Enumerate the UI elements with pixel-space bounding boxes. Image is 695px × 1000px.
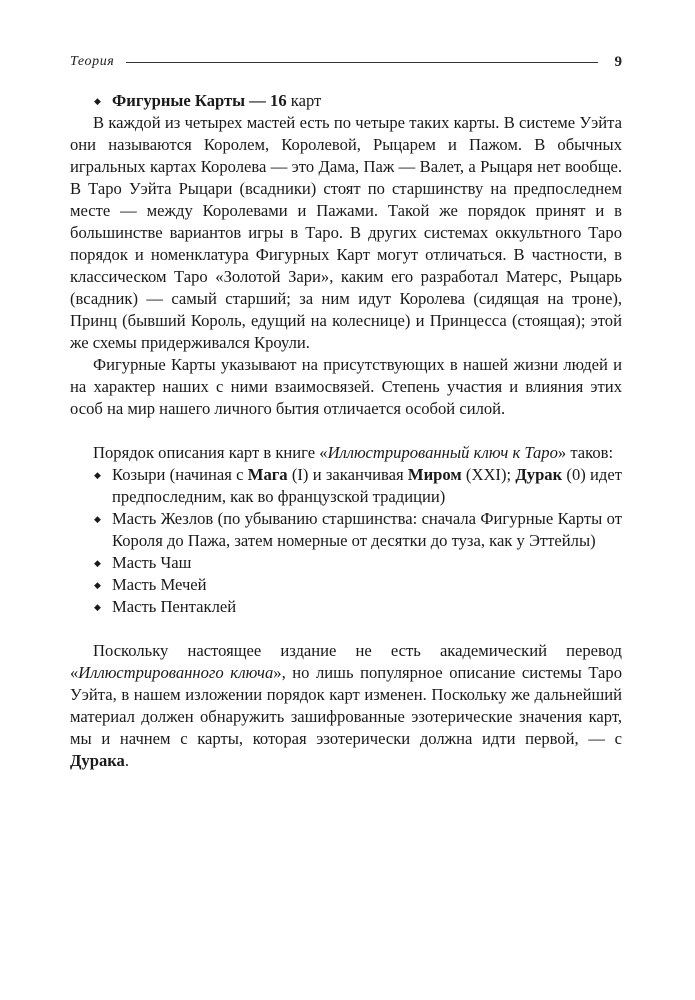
heading-bold: Фигурные Карты — 16: [112, 91, 287, 110]
bold-fool: Дурака: [70, 751, 125, 770]
bold-magician: Мага: [247, 465, 288, 484]
spacer: [70, 420, 622, 442]
text: .: [124, 751, 130, 770]
text: », но лишь популярное описание системы Таро Уэйта, в нашем изложении порядок карт изменен. Поскольку же дальнейший материал должен обнаружить зашифрованные эзотерические значения карт, мы и начнем с карты, которая эзотерически должна идти первой, — с: [70, 663, 623, 748]
list-item-wands: ◆ Масть Жезлов (по убыванию старшинства: сначала Фигурные Карты от Короля до Пажа, затем номерные от десятки до туза, как у Эттейлы): [70, 508, 622, 552]
list-item-trumps: [70, 464, 622, 508]
page-number: 9: [614, 53, 622, 70]
order-intro-text-end: » таков:: [557, 443, 614, 462]
list-item-pentacles: ◆ Масть Пентаклей: [70, 596, 622, 618]
bold-fool: Дурак: [515, 465, 563, 484]
figure-cards-paragraph-1: В каждой из четырех мастей есть по четыре таких карты. В системе Уэйта они называются Королем, Королевой, Рыцарем и Пажом. В обычных игральных картах Королева — это Дама, Паж — Валет, а Рыцаря нет вообще. В Таро Уэйта Рыцари (всадники) стоят по старшинству на предпоследнем месте — между Королевами и Пажами. Такой же порядок принят и в большинстве вариантов игры в Таро. В других системах оккультного Таро порядок и номенклатура Фигурных Карт могут отличаться. В частности, в классическом Таро «Золотой Зари», каким его разработал Матерс, Рыцарь (всадник) — самый старший; за ним идут Королева (сидящая на троне), Принц (бывший Король, едущий на колеснице) и Принцесса (стоящая); этой же схемы придерживался Кроули.: [70, 113, 622, 352]
page-body: [70, 90, 622, 772]
header-rule: [126, 62, 598, 63]
list-item-cups: ◆ Масть Чаш: [70, 552, 622, 574]
order-intro: [70, 442, 622, 464]
order-list: [70, 464, 622, 618]
figure-cards-heading: [70, 90, 622, 112]
figure-cards-paragraph-2: Фигурные Карты указывают на присутствующих в нашей жизни людей и на характер наших с ними взаимосвязей. Степень участия и влияния этих особ на мир нашего личного бытия отличается особой силой.: [70, 355, 622, 418]
text: (0) идет предпоследним, как во французской традиции): [112, 465, 622, 506]
section-title: Теория: [70, 54, 115, 69]
text: Поскольку настоящее издание не есть академический перевод «: [70, 641, 622, 682]
list-item-swords: ◆ Масть Мечей: [70, 574, 622, 596]
heading-rest: карт: [286, 91, 322, 110]
spacer: [70, 618, 622, 640]
book-title: Иллюстрированный ключ к Таро: [327, 443, 558, 462]
closing-paragraph: [70, 640, 622, 772]
book-title-italic: Иллюстрированного ключа: [78, 663, 274, 682]
running-header: [70, 52, 622, 72]
bold-world: Миром: [407, 465, 462, 484]
text: (I) и заканчивая: [287, 465, 408, 484]
order-intro-text: Порядок описания карт в книге «: [93, 443, 328, 462]
text: Козыри (начиная с: [112, 465, 248, 484]
text: (XXI);: [461, 465, 516, 484]
